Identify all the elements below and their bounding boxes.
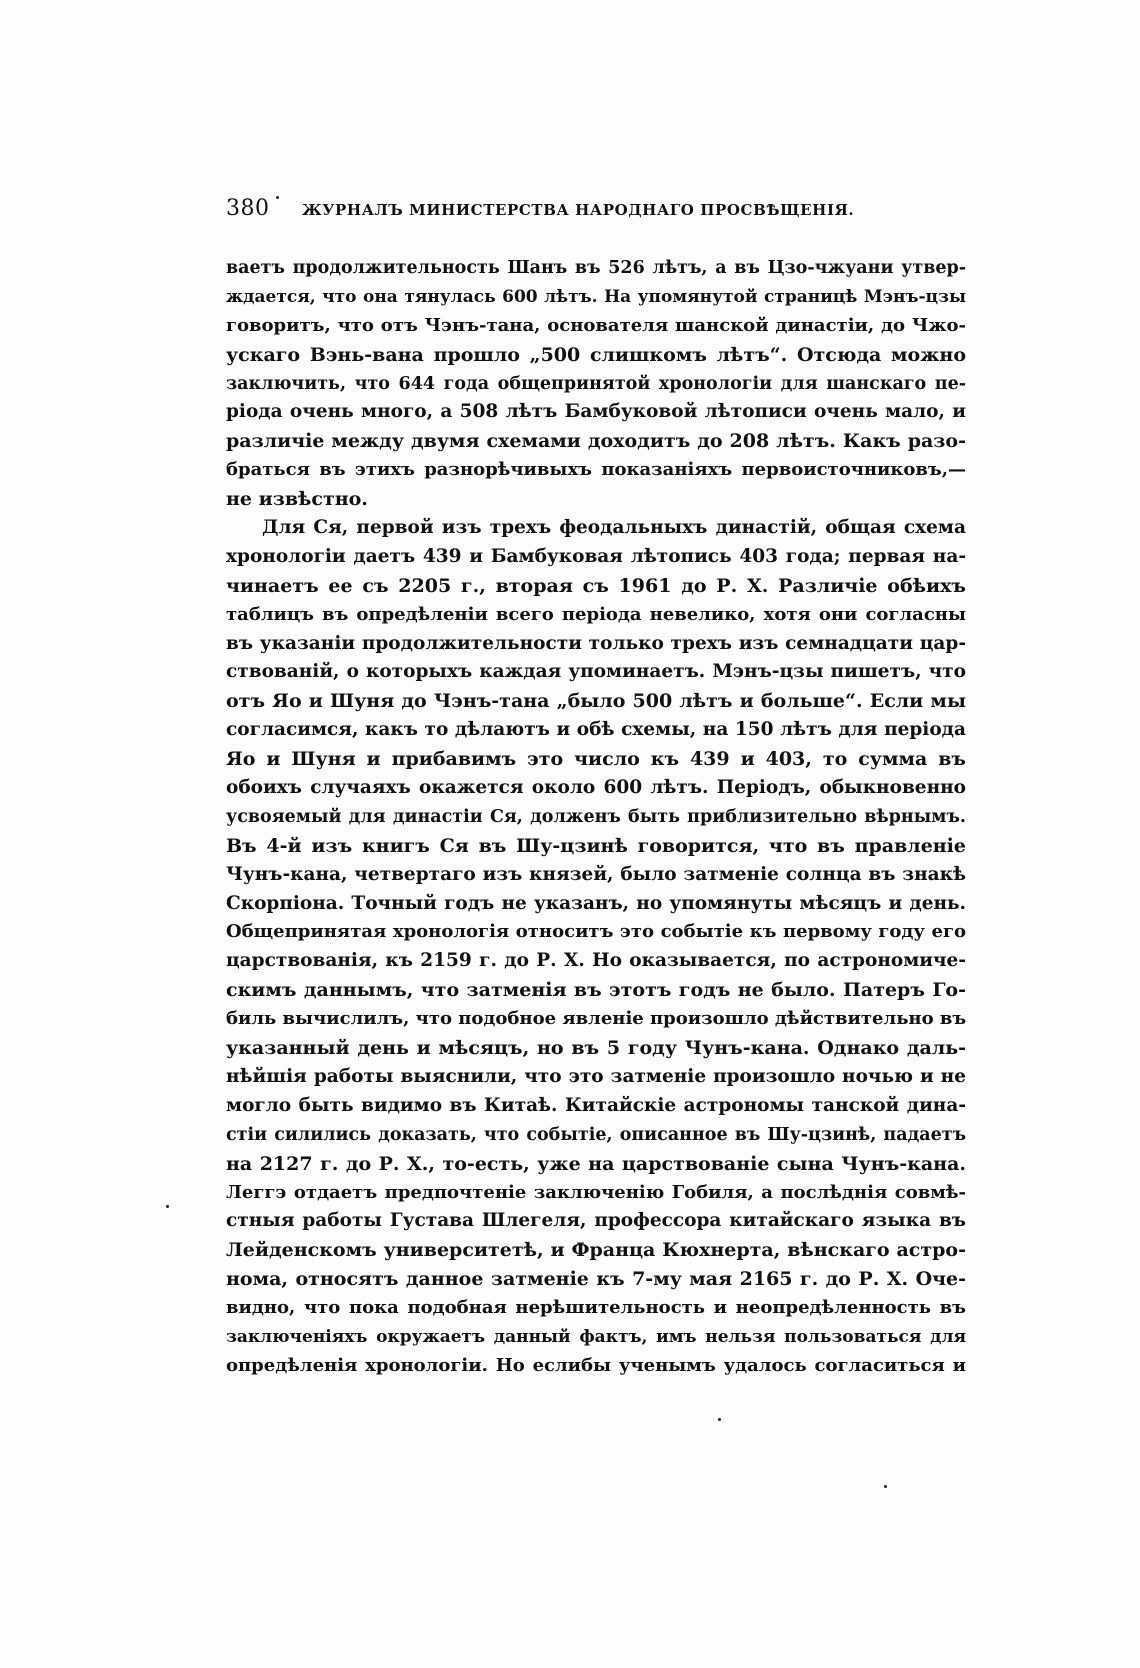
ink-speck [884, 1485, 887, 1488]
text-line: опредѣленія хронологіи. Но еслибы ученымъ удалось согласиться и [226, 1354, 966, 1376]
paragraph-2 [226, 514, 966, 1381]
text-line: чинаетъ ее съ 2205 г., вторая съ 1961 до Р. Х. Различіе обѣихъ [226, 574, 966, 597]
text-line: Лейденскомъ университетѣ, и Франца Кюхнерта, вѣнскаго астро- [226, 1239, 966, 1262]
text-line: ждается, что она тянулась 600 лѣтъ. На упомянутой страницѣ Мэнъ-цзы [226, 286, 966, 307]
text-line: не извѣстно. [226, 488, 368, 511]
text-line: заключеніяхъ окружаетъ данный фактъ, имъ нельзя пользоваться для [226, 1326, 966, 1347]
text-line: могло быть видимо въ Китаѣ. Китайскіе астрономы танской дина- [226, 1094, 966, 1116]
body-text [226, 254, 966, 1381]
text-line: хронологіи даетъ 439 и Бамбуковая лѣтопись 403 года; первая на- [226, 545, 966, 567]
text-line: нѣйшія работы выяснили, что это затменіе произошло ночью и не [226, 1065, 966, 1087]
text-line: въ указаніи продолжительности только трехъ изъ семнадцати цар- [226, 632, 966, 654]
text-line: согласимся, какъ то дѣлаютъ и обѣ схемы, на 150 лѣтъ для періода [226, 719, 966, 741]
text-line: ваетъ продолжительность Шанъ въ 526 лѣтъ, а въ Цзо-чжуани утвер- [226, 258, 966, 278]
text-line: усвояемый для династіи Ся, долженъ быть приблизительно вѣрнымъ. [226, 806, 966, 827]
running-title: ЖУРНАЛЪ МИНИСТЕРСТВА НАРОДНАГО ПРОСВѢЩЕНІЯ. [302, 201, 855, 219]
text-line: Чунъ-кана, четвертаго изъ князей, было затменіе солнца въ знакѣ [226, 863, 966, 885]
text-line: стныя работы Густава Шлегеля, профессора китайскаго языка въ [226, 1210, 966, 1232]
text-line: скимъ даннымъ, что затменія въ этотъ годъ не было. Патеръ Го- [226, 979, 966, 1002]
text-line: ствованій, о которыхъ каждая упоминаетъ. Мэнъ-цзы пишетъ, что [226, 661, 966, 683]
text-line: Яо и Шуня и прибавимъ это число къ 439 и 403, то сумма въ [226, 748, 966, 771]
ink-speck [276, 196, 279, 199]
text-line: браться въ этихъ разнорѣчивыхъ показаніяхъ первоисточниковъ,— [226, 459, 966, 481]
text-line: нома, относятъ данное затменіе къ 7-му мая 2165 г. до Р. Х. Оче- [226, 1268, 966, 1291]
ink-speck [718, 1418, 721, 1421]
text-line: на 2127 г. до Р. Х., то-есть, уже на царствованіе сына Чунъ-кана. [226, 1152, 966, 1175]
text-line: таблицъ въ опредѣленіи всего періода невелико, хотя они согласны [226, 603, 966, 625]
text-line: заключить, что 644 года общепринятой хронологіи для шанскаго пе- [226, 373, 966, 394]
text-line: ускаго Вэнь-вана прошло „500 слишкомъ лѣтъ“. Отсюда можно [226, 343, 966, 366]
text-line: видно, что пока подобная нерѣшительность и неопредѣленность въ [226, 1297, 966, 1319]
text-line: Леггэ отдаетъ предпочтеніе заключенію Гобиля, а послѣднія совмѣ- [226, 1181, 966, 1203]
paragraph-1 [226, 254, 966, 514]
text-line: биль вычислилъ, что подобное явленіе произошло дѣйствительно въ [226, 1008, 966, 1030]
text-line: обоихъ случаяхъ окажется около 600 лѣтъ. Періодъ, обыкновенно [226, 777, 966, 799]
text-line: указанный день и мѣсяцъ, но въ 5 году Чунъ-кана. Однако даль- [226, 1037, 966, 1060]
text-line: Скорпіона. Точный годъ не указанъ, но упомянуты мѣсяцъ и день. [226, 892, 966, 914]
text-line: Общепринятая хронологія относитъ это событіе къ первому году его [226, 921, 966, 943]
text-line: Для Ся, первой изъ трехъ феодальныхъ династій, общая схема [262, 517, 966, 539]
text-line: царствованія, къ 2159 г. до Р. Х. Но оказывается, по астрономиче- [226, 950, 966, 972]
ink-speck [166, 1205, 169, 1208]
text-line: различіе между двумя схемами доходитъ до 208 лѣтъ. Какъ разо- [226, 430, 966, 453]
page-header [226, 196, 966, 226]
text-line: стіи силились доказать, что событіе, описанное въ Шу-цзинѣ, падаетъ [226, 1124, 966, 1145]
text-line: ріода очень много, а 508 лѣтъ Бамбуковой лѣтописи очень мало, и [226, 401, 966, 423]
text-line: отъ Яо и Шуня до Чэнъ-тана „было 500 лѣтъ и больше“. Если мы [226, 690, 966, 713]
text-line: Въ 4-й изъ книгъ Ся въ Шу-цзинѣ говорится, что въ правленіе [226, 834, 966, 857]
page-number: 380 [226, 196, 270, 221]
text-line: говоритъ, что отъ Чэнъ-тана, основателя шанской династіи, до Чжо- [226, 314, 966, 336]
